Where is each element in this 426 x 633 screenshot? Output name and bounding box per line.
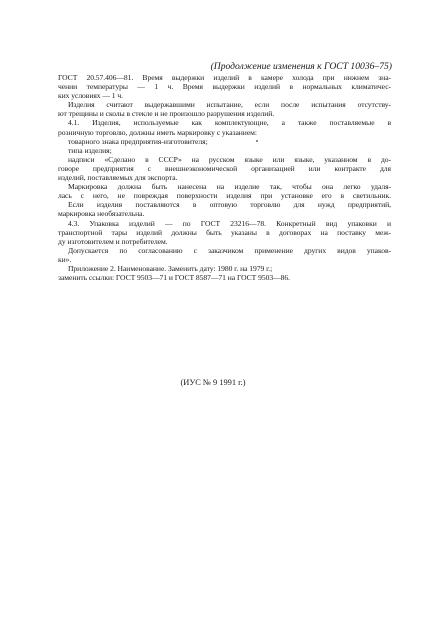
text-line: говоре предприятия с внешнеэкономической организацией или контракте для bbox=[58, 163, 391, 173]
text-line: Если изделия поставляются в оптовую торговлю для нужд предприятий, bbox=[68, 200, 391, 210]
text-line: ют трещины и сколы в стекле и не произошло разрушения изделий. bbox=[58, 109, 275, 119]
text-line: изделий, поставляемых для экспорта. bbox=[58, 173, 178, 183]
continuation-header: (Продолжение изменения к ГОСТ 10036–75) bbox=[210, 61, 392, 72]
text-line: розничную торговлю, должны иметь маркировку с указанием: bbox=[58, 127, 257, 137]
text-line: чении температуры — 1 ч. Время выдержки изделий в нормальных климатичес- bbox=[58, 82, 391, 92]
text-line: надписи «Сделано в СССР» на русском языке или языке, указанном в до- bbox=[68, 154, 391, 164]
text-line: Маркировка должна быть нанесена на изделие так, чтобы она легко удаля- bbox=[68, 182, 391, 192]
text-line: типа изделия; bbox=[68, 145, 112, 155]
text-line: лась с него, не повреждая поверхности изделия при установке его в светильник. bbox=[58, 191, 391, 201]
text-line: Допускается по согласованию с заказчиком применение других видов упаков- bbox=[68, 245, 391, 255]
text-line: 4.3. Упаковка изделий — по ГОСТ 23216—78. Конкретный вид упаковки и bbox=[68, 218, 391, 228]
text-line: Приложение 2. Наименование. Заменить дату: 1980 г. на 1979 г.; bbox=[68, 263, 273, 273]
text-line: товарного знака предприятия-изготовителя; bbox=[68, 136, 208, 146]
text-line: маркировка необязательна. bbox=[58, 209, 145, 219]
publication-reference: (ИУС № 9 1991 г.) bbox=[180, 378, 246, 387]
scan-speck bbox=[256, 140, 258, 142]
text-line: Изделия считают выдержавшими испытание, если после испытания отсутству- bbox=[68, 100, 391, 110]
text-line: ГОСТ 20.57.406—81. Время выдержки изделий в камере холода при нижнем зна- bbox=[58, 73, 391, 82]
text-line: ду изготовителем и потребителем. bbox=[58, 236, 168, 246]
text-line: транспортной тары изделий должны быть указаны в договорах на поставку меж- bbox=[58, 227, 391, 237]
text-line: ки». bbox=[58, 254, 72, 264]
text-line: заменить ссылки: ГОСТ 9503—71 и ГОСТ 8587—71 на ГОСТ 9503—86. bbox=[58, 273, 290, 283]
amendment-text bbox=[58, 73, 391, 282]
text-line: ких условиях — 1 ч. bbox=[58, 91, 123, 101]
text-line: 4.1. Изделия, используемые как комплектующие, а также поставляемые в bbox=[68, 118, 391, 128]
